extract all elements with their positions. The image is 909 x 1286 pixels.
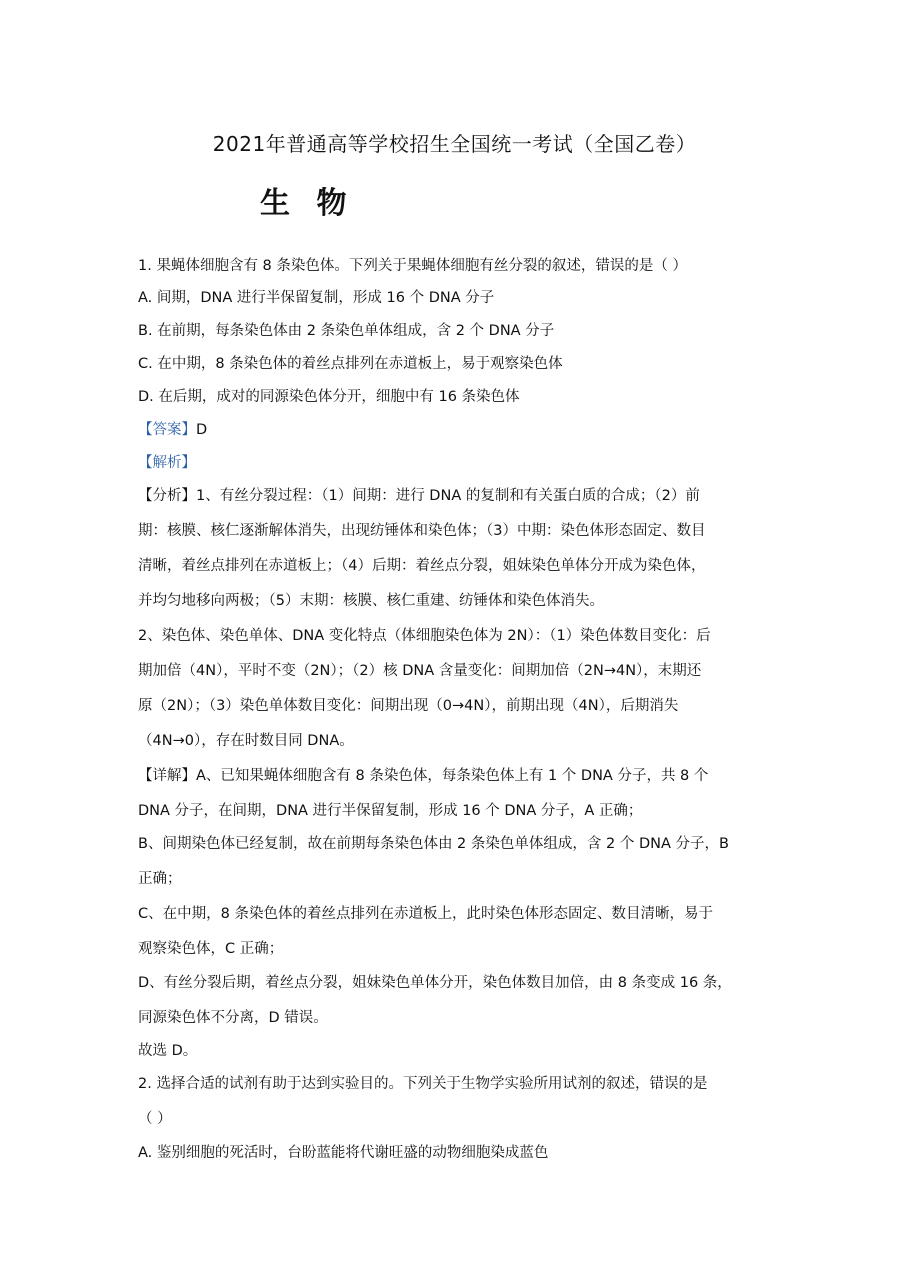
- question-1-option-b: B. 在前期，每条染色体由 2 条染色单体组成，含 2 个 DNA 分子: [138, 323, 555, 339]
- question-1-option-c: C. 在中期，8 条染色体的着丝点排列在赤道板上，易于观察染色体: [138, 356, 563, 372]
- analysis-line: 期：核膜、核仁逐渐解体消失，出现纺锤体和染色体；（3）中期：染色体形态固定、数目: [138, 523, 706, 539]
- conclusion-line: 故选 D。: [138, 1043, 198, 1059]
- detail-line: 【详解】A、已知果蝇体细胞含有 8 条染色体，每条染色体上有 1 个 DNA 分子，共 8 个: [138, 768, 709, 784]
- detail-line: B、间期染色体已经复制，故在前期每条染色体由 2 条染色单体组成，含 2 个 DNA 分子，B: [138, 836, 729, 852]
- analysis-label: 【解析】: [138, 455, 196, 471]
- answer-value: D: [196, 422, 208, 438]
- question-2-stem-blank: （ ）: [138, 1111, 172, 1127]
- question-1-option-d: D. 在后期，成对的同源染色体分开，细胞中有 16 条染色体: [138, 389, 520, 405]
- answer-line: [138, 418, 207, 439]
- analysis-line: （4N→0），存在时数目同 DNA。: [138, 733, 354, 749]
- question-1-stem: 1. 果蝇体细胞含有 8 条染色体。下列关于果蝇体细胞有丝分裂的叙述，错误的是（ ）: [138, 258, 687, 274]
- subject-heading: 生 物: [260, 186, 355, 221]
- analysis-line: 期加倍（4N），平时不变（2N）；（2）核 DNA 含量变化：间期加倍（2N→4N），末期还: [138, 663, 702, 679]
- detail-line: 同源染色体不分离，D 错误。: [138, 1010, 328, 1026]
- question-2-stem: 2. 选择合适的试剂有助于达到实验目的。下列关于生物学实验所用试剂的叙述，错误的是: [138, 1076, 708, 1092]
- analysis-line: 【分析】1、有丝分裂过程：（1）间期：进行 DNA 的复制和有关蛋白质的合成；（2）前: [138, 488, 700, 504]
- detail-line: C、在中期，8 条染色体的着丝点排列在赤道板上，此时染色体形态固定、数目清晰，易于: [138, 906, 713, 922]
- question-2-option-a: A. 鉴别细胞的死活时，台盼蓝能将代谢旺盛的动物细胞染成蓝色: [138, 1145, 549, 1161]
- analysis-line: 2、染色体、染色单体、DNA 变化特点（体细胞染色体为 2N）：（1）染色体数目变化：后: [138, 628, 711, 644]
- page-title: 2021年普通高等学校招生全国统一考试（全国乙卷）: [212, 132, 697, 156]
- question-1-option-a: A. 间期，DNA 进行半保留复制，形成 16 个 DNA 分子: [138, 290, 495, 306]
- detail-line: D、有丝分裂后期，着丝点分裂，姐妹染色单体分开，染色体数目加倍，由 8 条变成 16 条，: [138, 975, 732, 991]
- detail-line: 正确；: [138, 871, 182, 887]
- analysis-line: 原（2N）；（3）染色单体数目变化：间期出现（0→4N），前期出现（4N），后期消失: [138, 698, 679, 714]
- detail-line: 观察染色体，C 正确；: [138, 941, 284, 957]
- analysis-line: 清晰，着丝点排列在赤道板上；（4）后期：着丝点分裂，姐妹染色单体分开成为染色体，: [138, 558, 706, 574]
- answer-label: 【答案】: [138, 422, 196, 438]
- detail-line: DNA 分子，在间期，DNA 进行半保留复制，形成 16 个 DNA 分子，A 正确；: [138, 803, 643, 819]
- analysis-line: 并均匀地移向两极；（5）末期：核膜、核仁重建、纺锤体和染色体消失。: [138, 593, 604, 609]
